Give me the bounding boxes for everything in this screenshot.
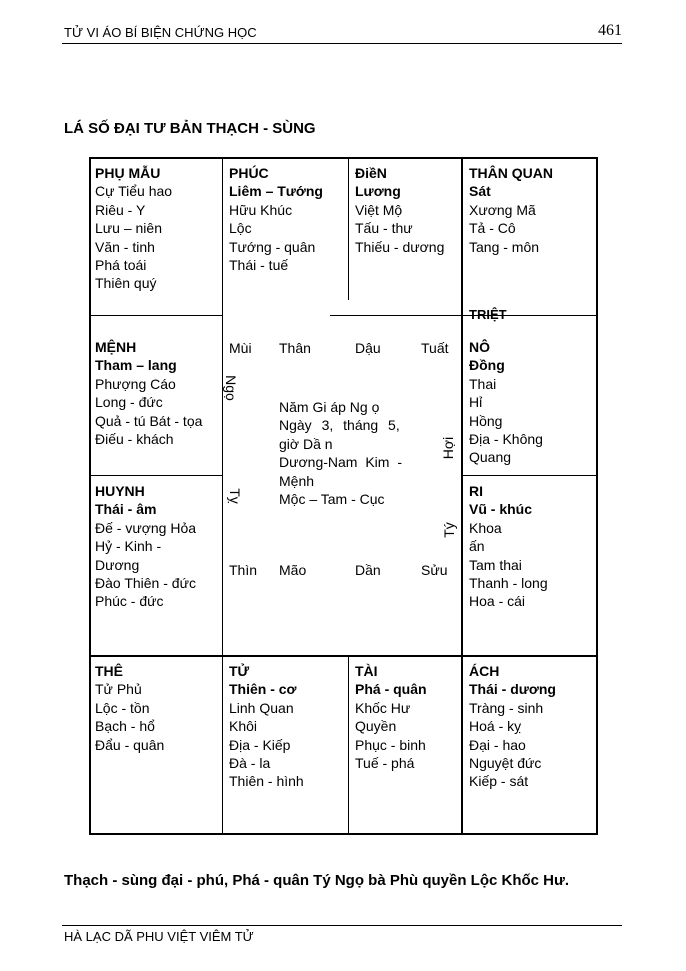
palace-the bbox=[95, 662, 164, 754]
star: Thiên - hình bbox=[229, 773, 304, 790]
star: Tràng - sinh bbox=[469, 699, 544, 716]
star: Tướng - quân bbox=[229, 238, 316, 255]
star: Hữu Khúc bbox=[229, 201, 293, 218]
divider-col-1 bbox=[222, 157, 223, 835]
palace-title: MỆNH bbox=[95, 339, 137, 355]
divider-col-2-top bbox=[348, 157, 349, 300]
palace-tai bbox=[355, 662, 427, 772]
star: Lộc bbox=[229, 220, 252, 237]
birth-year: Năm Gi áp Ng ọ bbox=[279, 399, 380, 415]
palace-title: TÀI bbox=[355, 663, 378, 679]
cuc: Mộc – Tam - Cục bbox=[279, 491, 385, 508]
chart-border-top bbox=[89, 157, 598, 159]
divider-row-1-right bbox=[545, 315, 597, 316]
star: Khốc Hư bbox=[355, 699, 411, 716]
star: Quả - tú Bát - tọa bbox=[95, 412, 203, 429]
star: Đế - vượng Hỏa bbox=[95, 519, 197, 536]
destiny-element: Mệnh bbox=[279, 472, 315, 489]
star: Thiên quý bbox=[95, 275, 157, 292]
star: Đại - hao bbox=[469, 736, 526, 753]
main-star: Sát bbox=[469, 183, 491, 200]
chart-border-bottom bbox=[89, 833, 598, 835]
palace-tu bbox=[229, 662, 304, 791]
header-rule bbox=[62, 43, 622, 44]
main-star: Thái - dương bbox=[469, 681, 556, 698]
divider-row-2-left bbox=[89, 475, 222, 476]
palace-title: PHỤ MẪU bbox=[95, 165, 161, 181]
main-star: Phá - quân bbox=[355, 681, 427, 698]
main-star: Tham – lang bbox=[95, 357, 177, 374]
star: Địa - Không bbox=[469, 431, 543, 448]
footer-rule bbox=[62, 925, 622, 926]
star: Hoa - cái bbox=[469, 593, 526, 610]
star: Đà - la bbox=[229, 755, 271, 772]
chart-caption: Thạch - sùng đại - phú, Phá - quân Tý Ngọ bà Phù quyền Lộc Khốc Hư. bbox=[64, 872, 570, 889]
star: Khoa bbox=[469, 519, 502, 536]
star: Đào Thiên - đức bbox=[95, 575, 196, 592]
branch-label-ty-left: Tỵ bbox=[226, 488, 243, 504]
main-star: Thái - âm bbox=[95, 501, 157, 518]
palace-no bbox=[469, 338, 543, 467]
star: Tuế - phá bbox=[355, 755, 415, 772]
palace-title: ĐiềN bbox=[355, 165, 387, 181]
main-star: Liêm – Tướng bbox=[229, 183, 323, 200]
star: Phá toái bbox=[95, 257, 147, 274]
star: Đẩu - quân bbox=[95, 736, 165, 753]
palace-title: THÂN QUAN bbox=[469, 165, 553, 181]
star: Việt Mộ bbox=[355, 201, 403, 218]
document-title: LÁ SỐ ĐẠI TƯ BẢN THẠCH - SÙNG bbox=[64, 120, 316, 137]
branch-label-suu: Sửu bbox=[421, 562, 448, 578]
palace-phuc bbox=[229, 164, 323, 274]
palace-title: HUYNH bbox=[95, 483, 145, 499]
star: Bạch - hổ bbox=[95, 718, 155, 735]
main-star: Thiên - cơ bbox=[229, 681, 297, 698]
star: Khôi bbox=[229, 718, 258, 735]
divider-col-3 bbox=[461, 157, 463, 835]
star: Quyền bbox=[355, 718, 397, 735]
star: Phượng Cáo bbox=[95, 375, 176, 392]
star: Lưu – niên bbox=[95, 220, 162, 237]
star: Thái - tuế bbox=[229, 257, 289, 274]
divider-row-1-triet bbox=[330, 315, 545, 316]
star: Kiếp - sát bbox=[469, 773, 529, 790]
palace-title: NÔ bbox=[469, 339, 490, 355]
branch-label-dan: Dần bbox=[355, 562, 381, 578]
star: Long - đức bbox=[95, 394, 163, 411]
running-header-title: TỬ VI ÁO BÍ BIỆN CHỨNG HỌC bbox=[64, 25, 257, 40]
star: Xương Mã bbox=[469, 201, 536, 218]
palace-ach bbox=[469, 662, 556, 791]
palace-menh bbox=[95, 338, 202, 448]
star: Tấu - thư bbox=[355, 220, 413, 237]
palace-phu-mau bbox=[95, 164, 172, 293]
palace-title: THÊ bbox=[95, 663, 123, 679]
star: Thai bbox=[469, 375, 497, 392]
star: Riêu - Y bbox=[95, 201, 146, 218]
branch-label-thin: Thìn bbox=[229, 562, 258, 578]
star: Tả - Cô bbox=[469, 220, 516, 237]
star: Hỷ - Kinh - bbox=[95, 538, 162, 555]
star: ấn bbox=[469, 538, 485, 555]
star: Tam thai bbox=[469, 556, 522, 573]
star: Thiếu - dương bbox=[355, 238, 445, 255]
star: Hoá - kỵ bbox=[469, 718, 522, 735]
branch-label-ty-right: Tý bbox=[440, 522, 457, 538]
divider-col-2-bottom bbox=[348, 655, 349, 835]
chart-border-right bbox=[596, 157, 598, 835]
branch-label-dau: Dậu bbox=[355, 340, 381, 356]
branch-label-hoi: Hợi bbox=[440, 436, 457, 460]
star: Hồng bbox=[469, 412, 503, 429]
branch-label-tuat: Tuất bbox=[421, 340, 449, 356]
palace-dien bbox=[355, 164, 444, 256]
star: Tử Phủ bbox=[95, 681, 142, 698]
star: Phục - binh bbox=[355, 736, 426, 753]
branch-label-than: Thân bbox=[279, 340, 311, 356]
birth-info bbox=[279, 398, 439, 508]
star: Dương bbox=[95, 556, 140, 573]
star: Hỉ bbox=[469, 394, 483, 411]
triet-label: TRIỆT bbox=[469, 307, 507, 322]
star: Địa - Kiếp bbox=[229, 736, 291, 753]
star: Nguyệt đức bbox=[469, 755, 542, 772]
star: Thanh - long bbox=[469, 575, 548, 592]
page-number: 461 bbox=[598, 22, 622, 39]
branch-label-mao: Mão bbox=[279, 562, 307, 578]
gender-element: Dương-Nam Kim - bbox=[279, 454, 403, 471]
palace-title: ÁCH bbox=[469, 663, 500, 679]
palace-title: TỬ bbox=[229, 663, 250, 679]
star: Văn - tinh bbox=[95, 238, 155, 255]
star: Phúc - đức bbox=[95, 593, 164, 610]
star: Tang - môn bbox=[469, 238, 540, 255]
divider-row-3 bbox=[89, 655, 598, 657]
palace-than-quan bbox=[469, 164, 553, 256]
star: Điếu - khách bbox=[95, 431, 174, 448]
main-star: Đồng bbox=[469, 357, 505, 374]
main-star: Vũ - khúc bbox=[469, 501, 533, 518]
palace-ri bbox=[469, 482, 548, 611]
chart-border-left bbox=[89, 157, 91, 835]
branch-label-ngo: Ngọ bbox=[222, 375, 239, 401]
birth-day-month: Ngày 3, tháng 5, bbox=[279, 417, 400, 434]
branch-label-mui: Mùi bbox=[229, 340, 252, 356]
divider-row-2-right bbox=[462, 475, 597, 476]
star: Linh Quan bbox=[229, 699, 294, 716]
divider-row-1-left bbox=[89, 315, 222, 316]
star: Quang bbox=[469, 449, 512, 466]
running-footer-title: HÀ LẠC DÃ PHU VIỆT VIÊM TỬ bbox=[64, 929, 254, 944]
palace-title: PHÚC bbox=[229, 165, 269, 181]
star: Lộc - tồn bbox=[95, 699, 150, 716]
main-star: Lương bbox=[355, 183, 401, 200]
palace-title: RI bbox=[469, 483, 483, 499]
birth-hour: giờ Dầ n bbox=[279, 435, 333, 452]
star: Cự Tiểu hao bbox=[95, 183, 173, 200]
palace-huynh bbox=[95, 482, 196, 611]
